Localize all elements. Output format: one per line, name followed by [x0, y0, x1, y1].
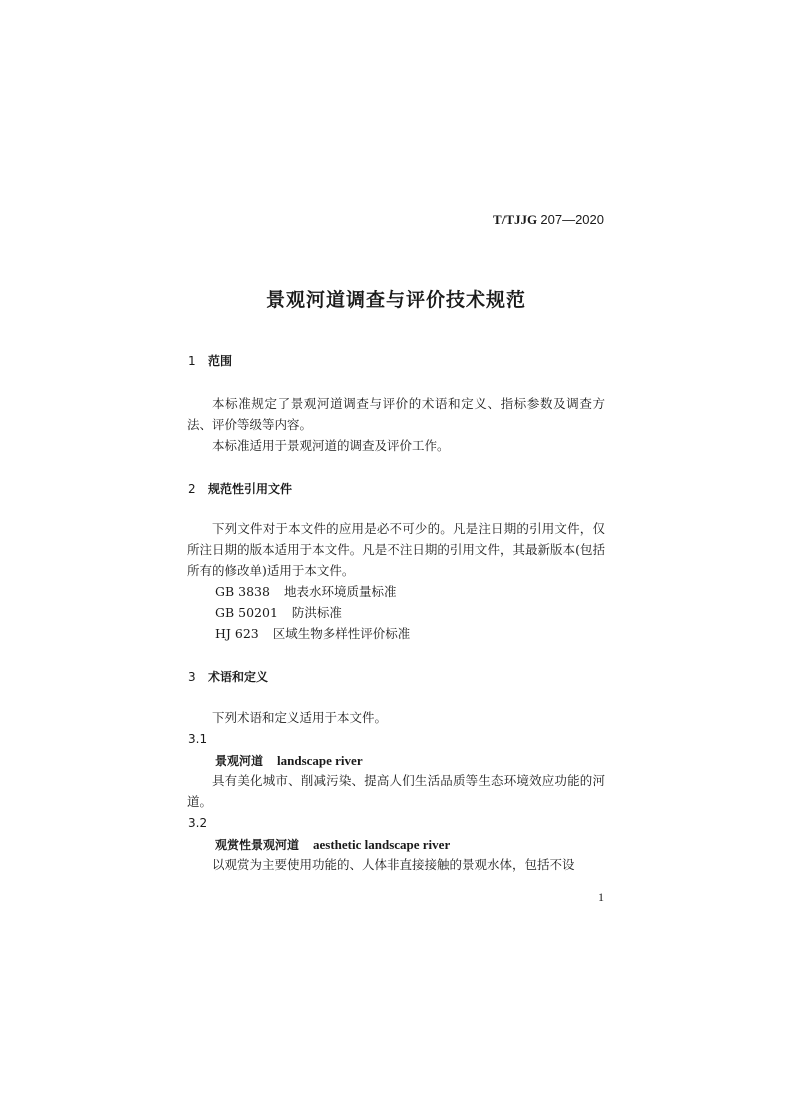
section-title: 规范性引用文件 — [208, 482, 293, 496]
page-number: 1 — [598, 890, 604, 904]
term-zh: 景观河道 — [215, 754, 264, 768]
term-en: aesthetic landscape river — [313, 837, 451, 852]
standard-prefix: T/TJJG — [493, 212, 538, 227]
reference-code: GB 3838 — [215, 584, 270, 599]
scope-paragraph-2: 本标准适用于景观河道的调查及评价工作。 — [212, 438, 450, 453]
section-heading-1 — [188, 352, 232, 369]
section-title: 术语和定义 — [208, 670, 269, 684]
term-number: 3.2 — [188, 816, 208, 830]
term-number: 3.1 — [188, 732, 208, 746]
section-heading-2 — [188, 480, 292, 497]
reference-item — [215, 581, 396, 602]
reference-code: HJ 623 — [215, 626, 259, 641]
term-en: landscape river — [277, 753, 363, 768]
standard-number — [493, 212, 604, 228]
terms-intro: 下列术语和定义适用于本文件。 — [212, 710, 388, 725]
section-number: 3 — [188, 670, 196, 684]
term-entry — [215, 836, 450, 853]
references-paragraph: 下列文件对于本文件的应用是必不可少的。凡是注日期的引用文件，仅所注日期的版本适用于本文件。凡是不注日期的引用文件，其最新版本(包括所有的修改单)适用于本文件。 — [187, 521, 605, 578]
scope-paragraph-1: 本标准规定了景观河道调查与评价的术语和定义、指标参数及调查方法、评价等级等内容。 — [187, 396, 605, 432]
section-number: 1 — [188, 354, 196, 368]
page-title: 景观河道调查与评价技术规范 — [265, 289, 526, 311]
reference-code: GB 50201 — [215, 605, 278, 620]
term-zh: 观赏性景观河道 — [215, 838, 300, 852]
reference-item — [215, 602, 342, 623]
term-entry — [215, 752, 363, 769]
section-title: 范围 — [208, 354, 233, 368]
section-number: 2 — [188, 482, 196, 496]
standard-year: 207—2020 — [540, 212, 604, 227]
reference-item — [215, 623, 410, 644]
reference-name: 地表水环境质量标准 — [283, 584, 397, 599]
reference-name: 防洪标准 — [291, 605, 342, 620]
term-definition: 具有美化城市、削减污染、提高人们生活品质等生态环境效应功能的河道。 — [187, 773, 605, 809]
term-definition: 以观赏为主要使用功能的、人体非直接接触的景观水体，包括不设 — [212, 857, 575, 872]
reference-name: 区域生物多样性评价标准 — [272, 626, 411, 641]
section-heading-3 — [188, 668, 268, 685]
